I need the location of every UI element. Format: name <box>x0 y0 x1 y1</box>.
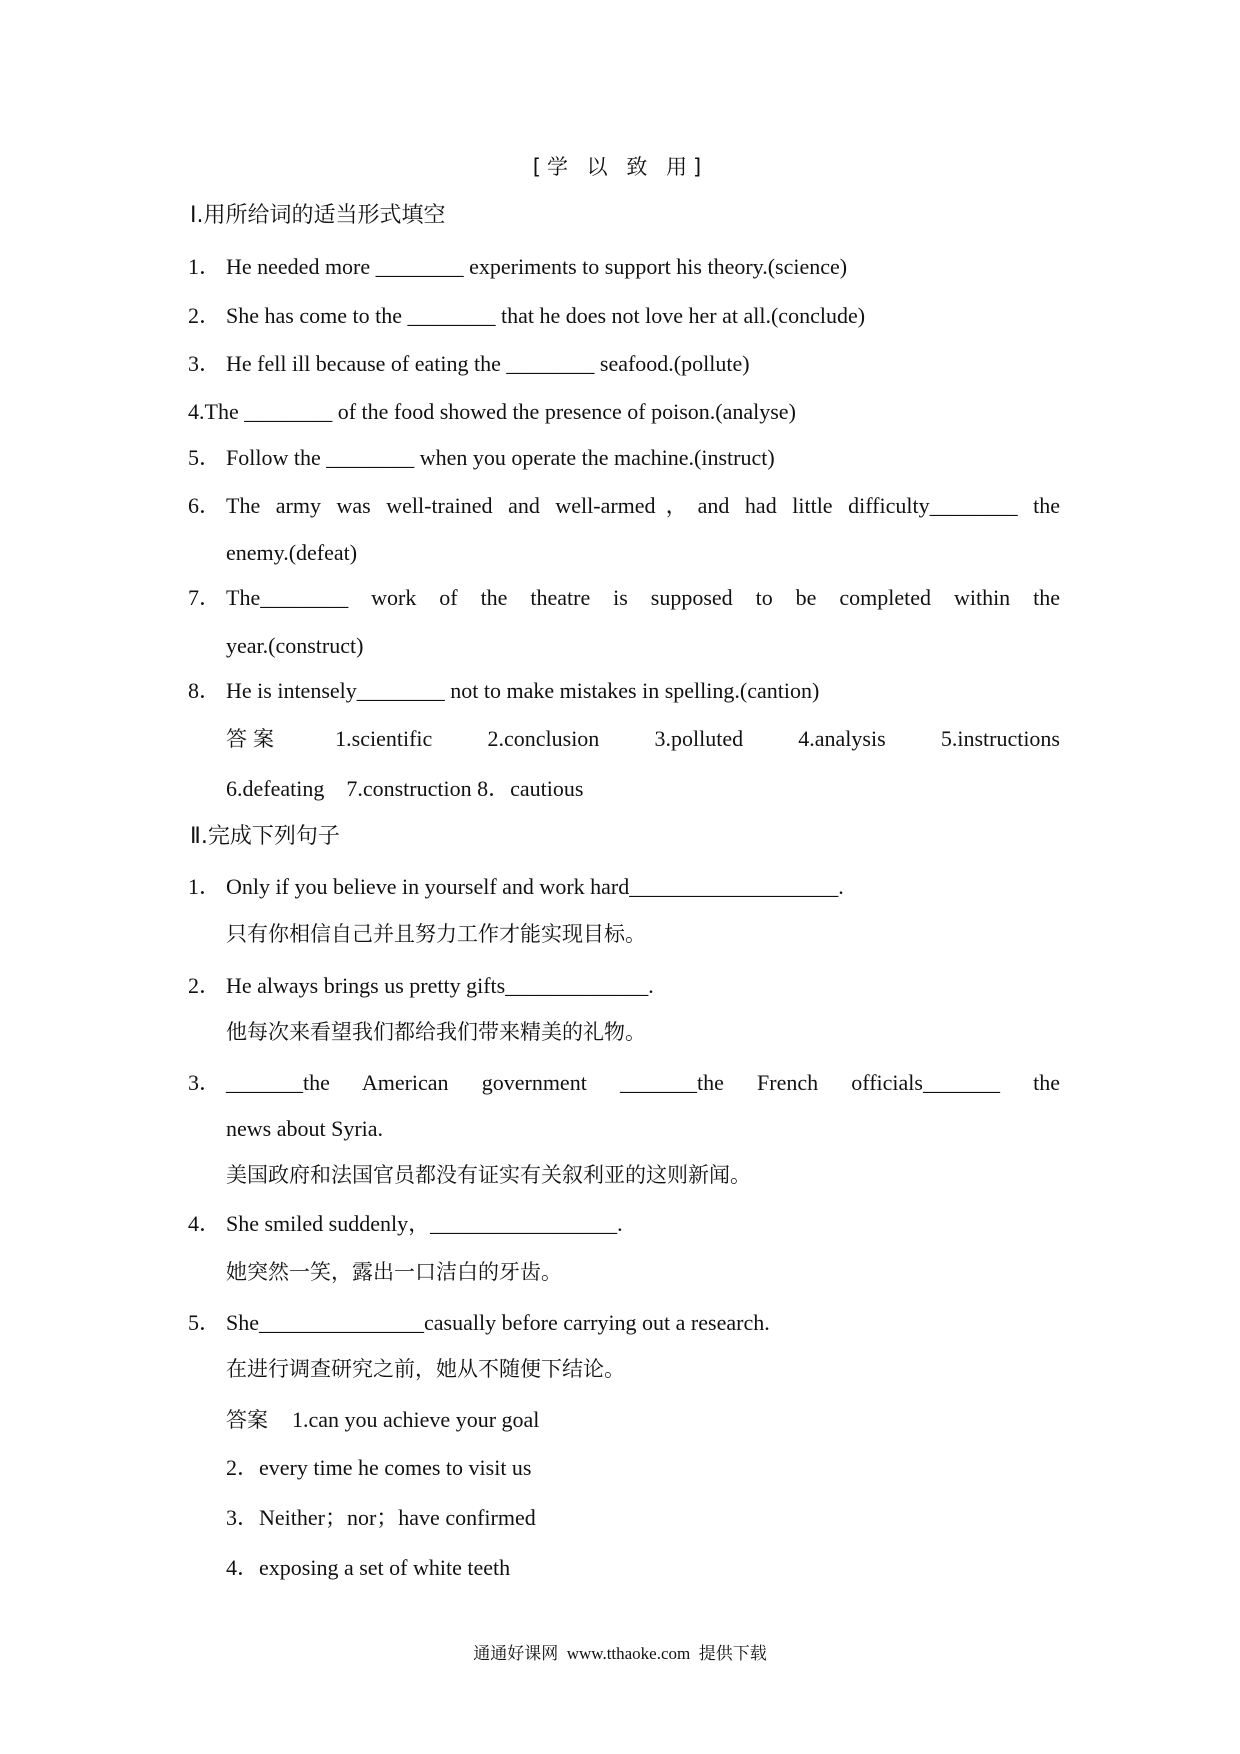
item-text: _______the American government _______the French officials_______ the <box>226 1070 1060 1095</box>
answer-row <box>226 1406 539 1434</box>
answer-label: 答案 <box>226 727 280 751</box>
page-title: [学 以 致 用] <box>532 155 708 179</box>
answer-row: 6.defeating 7.construction 8．cautious <box>226 776 584 801</box>
item-text: Only if you believe in yourself and work hard___________________. <box>226 874 844 899</box>
item-number: 5． <box>188 1310 222 1335</box>
item-text: He fell ill because of eating the ________ seafood.(pollute) <box>226 351 750 376</box>
item-number: 2． <box>188 303 222 328</box>
item-text: He is intensely________ not to make mistakes in spelling.(cantion) <box>226 678 820 703</box>
item-translation: 只有你相信自己并且努力工作才能实现目标。 <box>226 922 646 946</box>
item-translation: 美国政府和法国官员都没有证实有关叙利亚的这则新闻。 <box>226 1163 751 1187</box>
answer: 3.polluted <box>654 726 744 751</box>
item-text: She smiled suddenly，_________________. <box>226 1211 623 1236</box>
answer: 1.can you achieve your goal <box>292 1407 540 1432</box>
item-number: 3． <box>188 351 222 376</box>
item-text-continued: year.(construct) <box>226 633 364 658</box>
answer-row <box>226 725 1060 753</box>
page-footer: 通通好课网 www.tthaoke.com 提供下载 <box>473 1644 767 1663</box>
item-number: 1． <box>188 254 222 279</box>
item-number: 4． <box>188 1211 222 1236</box>
item-translation: 在进行调查研究之前，她从不随便下结论。 <box>226 1357 625 1381</box>
item-number: 3． <box>188 1070 222 1095</box>
item-text: Follow the ________ when you operate the machine.(instruct) <box>226 445 775 470</box>
item-translation: 他每次来看望我们都给我们带来精美的礼物。 <box>226 1020 646 1044</box>
answer: 4．exposing a set of white teeth <box>226 1555 511 1580</box>
item-text: The army was well-trained and well-armed，and had little difficulty________ the <box>226 493 1060 518</box>
item-text: He always brings us pretty gifts_____________. <box>226 973 654 998</box>
item-number: 2． <box>188 973 222 998</box>
item-text: The________ work of the theatre is supposed to be completed within the <box>226 585 1060 610</box>
item-text: She has come to the ________ that he does not love her at all.(conclude) <box>226 303 866 328</box>
item-text-continued: news about Syria. <box>226 1116 384 1141</box>
item-translation: 她突然一笑，露出一口洁白的牙齿。 <box>226 1260 562 1284</box>
answer-label: 答案 <box>226 1408 268 1432</box>
answer: 3．Neither；nor；have confirmed <box>226 1505 536 1530</box>
list-item: 4.The ________ of the food showed the presence of poison.(analyse) <box>188 399 796 424</box>
item-number: 1． <box>188 874 222 899</box>
answer: 4.analysis <box>798 726 886 751</box>
answer: 5.instructions <box>940 726 1060 751</box>
item-text: She_______________casually before carrying out a research. <box>226 1310 770 1335</box>
item-number: 5． <box>188 445 222 470</box>
item-text-continued: enemy.(defeat) <box>226 540 358 565</box>
section2-heading: Ⅱ.完成下列句子 <box>190 824 340 849</box>
answer: 2.conclusion <box>487 726 600 751</box>
item-number: 6． <box>188 493 222 518</box>
item-text: He needed more ________ experiments to support his theory.(science) <box>226 254 848 279</box>
item-number: 7． <box>188 585 222 610</box>
answer: 1.scientific <box>335 726 433 751</box>
answer: 2．every time he comes to visit us <box>226 1455 532 1480</box>
section1-heading: Ⅰ.用所给词的适当形式填空 <box>190 203 446 228</box>
item-number: 8． <box>188 678 222 703</box>
